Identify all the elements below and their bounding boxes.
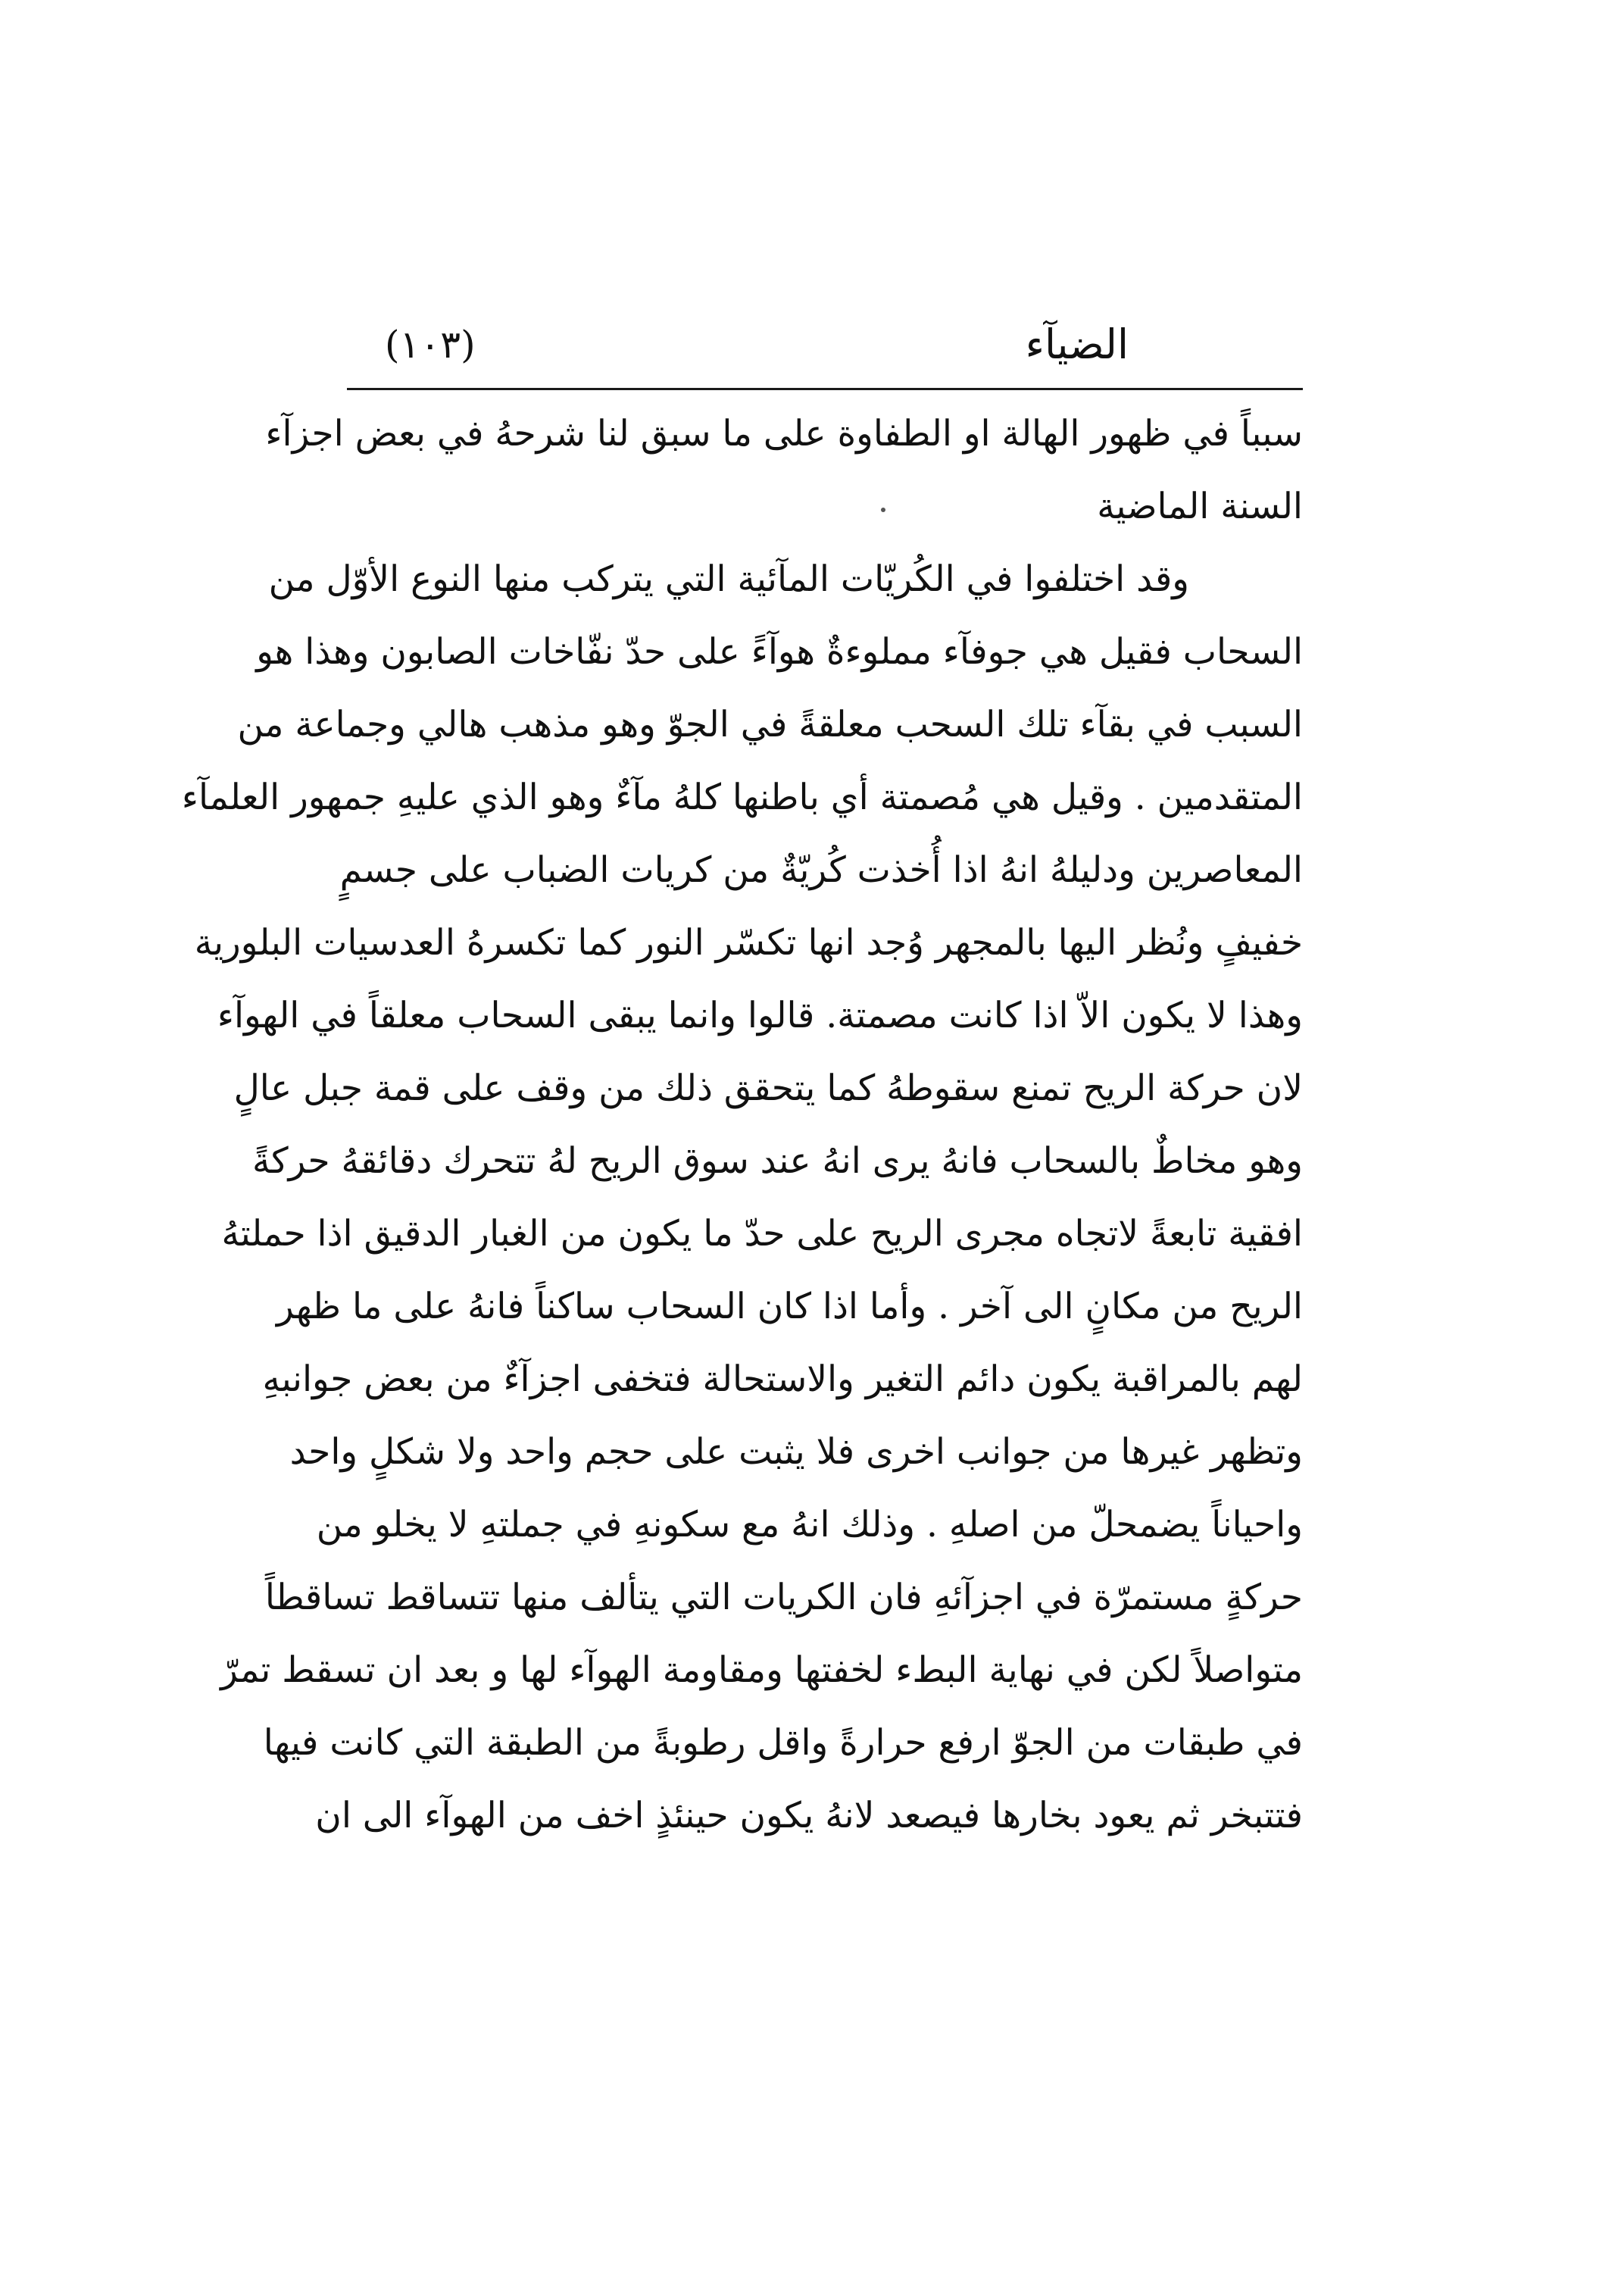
- text-line: واحياناً يضمحلّ من اصلهِ . وذلك انهُ مع سكونهِ في جملتهِ لا يخلو من: [316, 1504, 1303, 1546]
- text-line: سبباً في ظهور الهالة او الطفاوة على ما سبق لنا شرحهُ في بعض اجزآء: [265, 413, 1303, 455]
- text-line: السحاب فقيل هي جوفآء مملوءةٌ هوآءً على حدّ نفّاخات الصابون وهذا هو: [256, 631, 1303, 673]
- text-line: السبب في بقآء تلك السحب معلقةً في الجوّ وهو مذهب هالي وجماعة من: [237, 704, 1303, 745]
- text-line: وتظهر غيرها من جوانب اخرى فلا يثبت على حجم واحد ولا شكلٍ واحد: [289, 1431, 1303, 1473]
- text-line: فتتبخر ثم يعود بخارها فيصعد لانهُ يكون حينئذٍ اخف من الهوآء الى ان: [315, 1795, 1303, 1836]
- text-line: السنة الماضية: [1097, 486, 1303, 527]
- text-line: المعاصرين ودليلهُ انهُ اذا أُخذت كُريّةٌ من كريات الضباب على جسمٍ: [339, 849, 1303, 891]
- text-line: وقد اختلفوا في الكُريّات المآئية التي يتركب منها النوع الأوّل من: [268, 558, 1189, 600]
- body-text: [181, 398, 1303, 1852]
- running-title: الضيآء: [1025, 320, 1129, 368]
- text-line: وهذا لا يكون الاّ اذا كانت مصمتة. قالوا وانما يبقى السحاب معلقاً في الهوآء: [217, 995, 1303, 1036]
- text-line: في طبقات من الجوّ ارفع حرارةً واقل رطوبةً من الطبقة التي كانت فيها: [263, 1722, 1303, 1764]
- text-line: الريح من مكانٍ الى آخر . وأما اذا كان السحاب ساكناً فانهُ على ما ظهر: [276, 1286, 1303, 1327]
- text-line: وهو مخاطٌ بالسحاب فانهُ يرى انهُ عند سوق الريح لهُ تتحرك دقائقهُ حركةً: [252, 1140, 1303, 1182]
- text-line: حركةٍ مستمرّة في اجزآئهِ فان الكريات التي يتألف منها تتساقط تساقطاً: [264, 1577, 1303, 1618]
- text-line: المتقدمين . وقيل هي مُصمتة أي باطنها كلهُ مآءٌ وهو الذي عليهِ جمهور العلمآء: [181, 777, 1303, 818]
- text-line: متواصلاً لكن في نهاية البطء لخفتها ومقاومة الهوآء لها و بعد ان تسقط تمرّ: [220, 1649, 1303, 1691]
- text-line: خفيفٍ ونُظر اليها بالمجهر وُجد انها تكسّر النور كما تكسرهُ العدسيات البلورية: [194, 922, 1303, 964]
- page-number: (١٠٣): [385, 323, 476, 367]
- text-line: لان حركة الريح تمنع سقوطهُ كما يتحقق ذلك من وقف على قمة جبل عالٍ: [233, 1067, 1303, 1109]
- header-rule: [347, 388, 1303, 390]
- text-line: لهم بالمراقبة يكون دائم التغير والاستحالة فتخفى اجزآءٌ من بعض جوانبهِ: [262, 1358, 1303, 1400]
- text-line: افقية تابعةً لاتجاه مجرى الريح على حدّ ما يكون من الغبار الدقيق اذا حملتهُ: [221, 1213, 1303, 1255]
- page-header: [348, 307, 1303, 383]
